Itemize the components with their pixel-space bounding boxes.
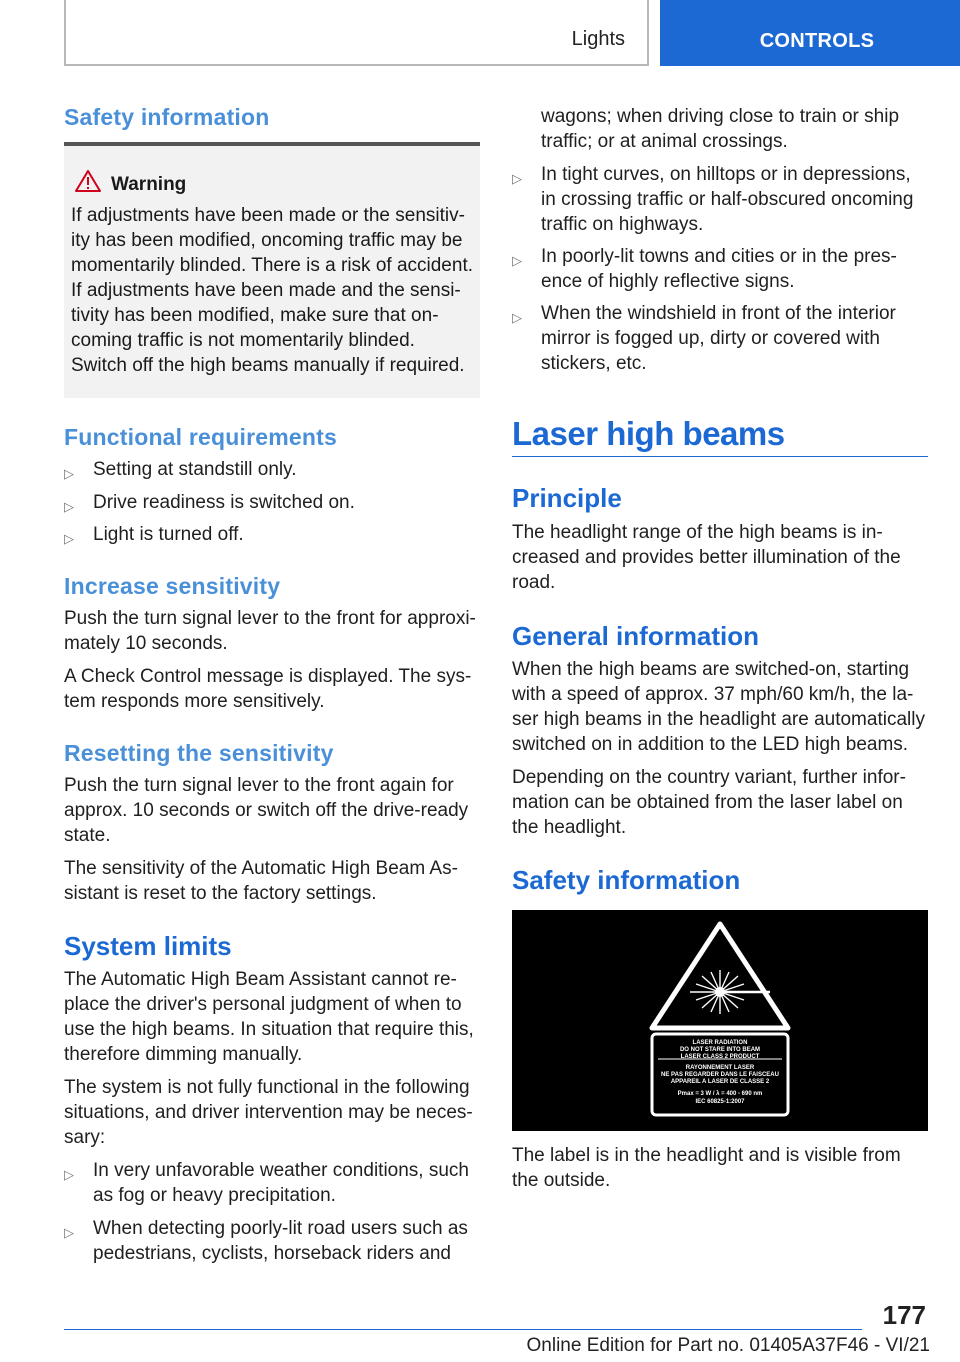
bullet-triangle-icon: ▷ [512,171,522,186]
bullet-triangle-icon: ▷ [64,499,74,514]
label-line: LASER CLASS 2 PRODUCT [680,1054,760,1060]
image-caption: The label is in the headlight and is visible from the outside. [512,1145,901,1191]
laser-warning-label [512,910,928,1131]
section-title: Lights [571,28,625,50]
label-line: IEC 60825-1:2007 [695,1099,745,1105]
list-item: ▷ Light is turned off. [64,522,480,547]
resetting-sensitivity-heading: Resetting the sensitivity [64,740,334,766]
bullet-triangle-icon: ▷ [64,1225,74,1240]
paragraph: Push the turn signal lever to the front again for approx. 10 seconds or switch off the drive-ready state. [64,775,469,846]
label-line: DO NOT STARE INTO BEAM [679,1047,761,1053]
list-item: ▷ Setting at standstill only. [64,457,480,482]
label-line: RAYONNEMENT LASER [685,1065,755,1071]
label-line: Pmax = 3 W / λ = 400 - 690 nm [677,1091,763,1097]
list-item: ▷ When the windshield in front of the interior mirror is fogged up, dirty or covered with stickers, etc. [512,303,896,374]
list-item: ▷ When detecting poorly-lit road users such as pedestrians, cyclists, horseback riders and [64,1218,468,1264]
label-line: NE PAS REGARDER DANS LE FAISCEAU [661,1072,779,1078]
label-line: LASER RADIATION [692,1040,748,1046]
safety-info-heading: Safety information [64,104,270,130]
safety-information-heading: Safety information [512,865,741,895]
bullet-triangle-icon: ▷ [64,1167,74,1182]
system-limits-heading: System limits [64,931,232,961]
bullet-triangle-icon: ▷ [512,253,522,268]
bullet-triangle-icon: ▷ [64,466,74,481]
paragraph: The sensitivity of the Automatic High Beam As- sistant is reset to the factory settings. [64,858,458,904]
chapter-label: CONTROLS [759,30,875,52]
laser-label-image [512,910,928,1131]
list-item: ▷ In tight curves, on hilltops or in depressions, in crossing traffic or half-obscured oncoming traffic on highways. [512,164,914,235]
warning-triangle-icon [74,169,102,193]
edition-text: Online Edition for Part no. 01405A37F46 - VI/21 [526,1335,930,1356]
principle-heading: Principle [512,483,622,513]
paragraph: Depending on the country variant, further infor- mation can be obtained from the laser label on the headlight. [512,767,906,838]
list-item: ▷ In very unfavorable weather conditions, such as fog or heavy precipitation. [64,1160,469,1206]
functional-requirements-heading: Functional requirements [64,424,337,450]
list-item: ▷ Drive readiness is switched on. [64,490,480,515]
warning-box [64,142,480,398]
footer-divider [64,1329,862,1330]
increase-sensitivity-heading: Increase sensitivity [64,573,281,599]
bullet-triangle-icon: ▷ [64,531,74,546]
paragraph: When the high beams are switched-on, starting with a speed of approx. 37 mph/60 km/h, the la- ser high beams in the headlight are automatically switched on in addition to the LED high beams. [512,659,925,755]
bullet-triangle-icon: ▷ [512,310,522,325]
paragraph: The Automatic High Beam Assistant cannot re- place the driver's personal judgment of when to use the high beams. In situation that require this, therefore dimming manually. [64,969,474,1065]
laser-high-beams-heading: Laser high beams [512,415,785,452]
paragraph: Push the turn signal lever to the front for approxi- mately 10 seconds. [64,608,476,654]
label-line: APPAREIL A LASER DE CLASSE 2 [670,1079,770,1085]
list-item: ▷ In poorly-lit towns and cities or in the pres- ence of highly reflective signs. [512,246,897,292]
paragraph: A Check Control message is displayed. The sys- tem responds more sensitively. [64,666,472,712]
page-number: 177 [882,1300,926,1330]
warning-title: Warning [111,174,187,195]
list-item-continuation: wagons; when driving close to train or ship traffic; or at animal crossings. [541,106,900,152]
paragraph: The headlight range of the high beams is in- creased and provides better illumination of the road. [512,522,901,593]
paragraph: The system is not fully functional in the following situations, and driver intervention may be neces- sary: [64,1077,473,1148]
general-information-heading: General information [512,621,760,651]
header-bar [64,0,649,66]
heading-divider [512,456,928,457]
warning-text: If adjustments have been made or the sensitiv- ity has been modified, oncoming traffic may be momentarily blinded. There is a risk of accident. If adjustments have been made and the sensi- tivity has been modified, make sure that on- coming traffic is not momentarily blinded. Switch off the high beams manually if required. [71,205,473,376]
chapter-tab[interactable] [660,0,960,66]
